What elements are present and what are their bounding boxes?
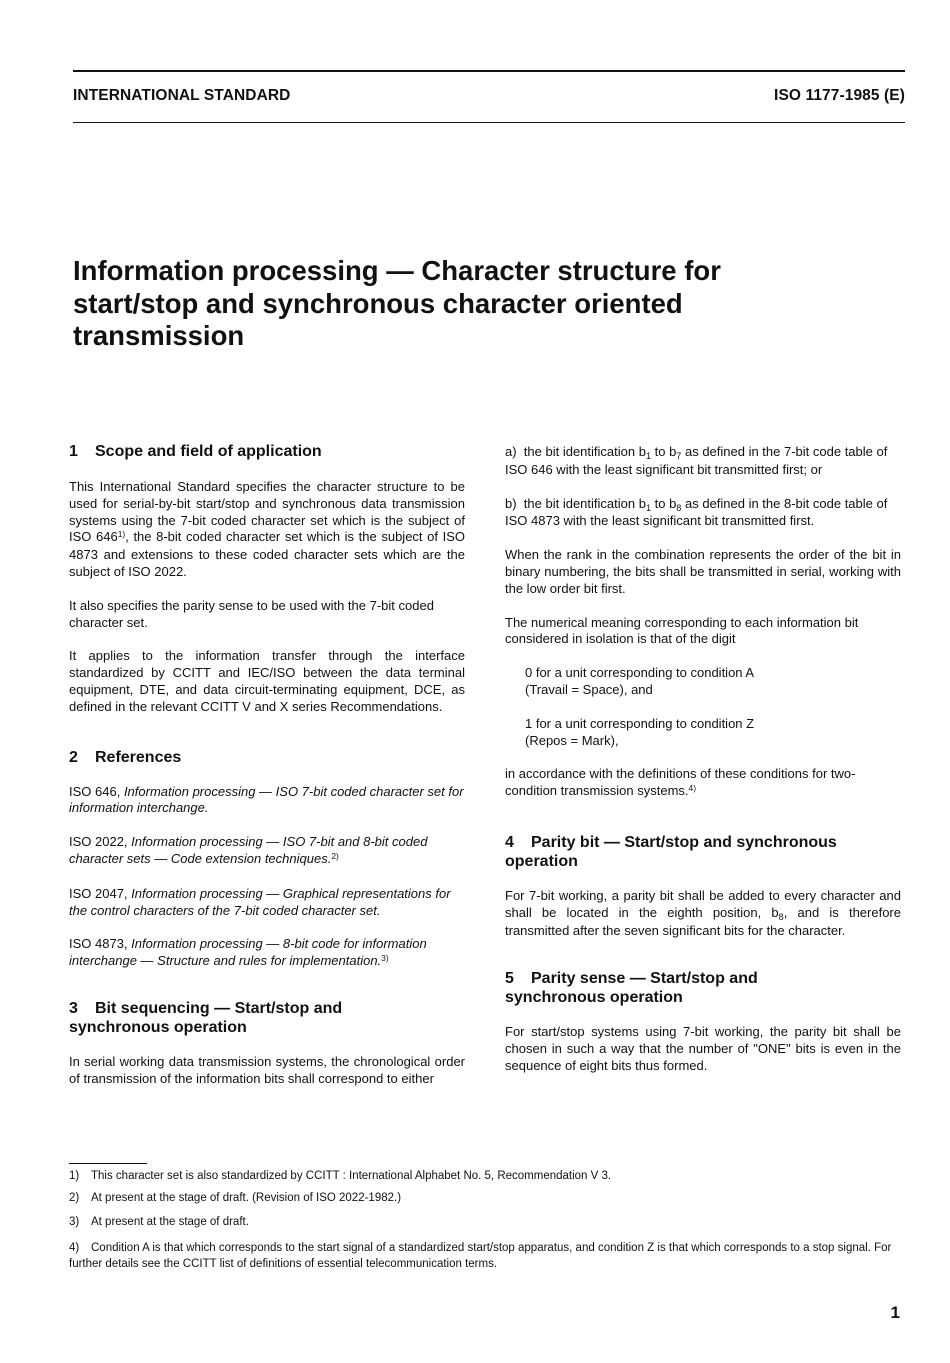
header-document-number: ISO 1177-1985 (E): [774, 87, 905, 104]
bit-order-item-a: a) the bit identification $b_1$ to $b_7$ as defined in the 7-bit code table of ISO 646 with the least significant bit transmitted first; or: [505, 444, 888, 477]
section-5-paragraph-1: For start/stop systems using 7-bit working, the parity bit shall be chosen in such a way that the number of "ONE" bits is even in the sequence of eight bits thus formed.: [505, 1024, 901, 1073]
section-3-paragraph-1: In serial working data transmission systems, the chronological order of transmission of the information bits shall correspond to either: [69, 1053, 465, 1086]
section-4-heading: 4 Parity bit — Start/stop and synchronous operation: [505, 833, 837, 870]
section-1-paragraph-1: This International Standard specifies the character structure to be used for serial-by-bit start/stop and synchronous data transmission systems using the 7-bit coded character set which is the subject of ISO 646$^{1)}$, the 8-bit coded character set which is the subject of ISO 4873 and extensions to these coded character sets which are the subject of ISO 2022.: [69, 479, 465, 579]
page-number: 1: [890, 1303, 900, 1322]
footnote-2: 2) At present at the stage of draft. (Revision of ISO 2022-1982.): [69, 1192, 402, 1204]
bit-order-item-b: b) the bit identification $b_1$ to $b_8$ as defined in the 8-bit code table of ISO 4873 with the least significant bit transmitted first.: [505, 495, 888, 529]
header-standard-label: INTERNATIONAL STANDARD: [73, 87, 291, 104]
section-5-heading: 5 Parity sense — Start/stop and synchronous operation: [505, 970, 758, 1007]
footnote-3: 3) At present at the stage of draft.: [69, 1216, 249, 1228]
section-2-heading: 2 References: [69, 748, 182, 766]
header-top-rule: [73, 70, 905, 72]
title-line-2: start/stop and synchronous character oriented: [73, 287, 683, 319]
right-column: [505, 440, 901, 1075]
footnote-1: 1) This character set is also standardized by CCITT : International Alphabet No. 5, Recommendation V 3.: [69, 1170, 612, 1182]
section-4-paragraph-1: For 7-bit working, a parity bit shall be added to every character and shall be located in the eighth position, $b_8$, and is therefore transmitted after the seven significant bits for the character.: [505, 887, 901, 938]
rank-paragraph: When the rank in the combination represents the order of the bit in binary numbering, the bits shall be transmitted in serial, working with the low order bit first.: [505, 547, 901, 596]
footnote-ref-1: 1): [117, 529, 126, 540]
numerical-meaning-paragraph: The numerical meaning corresponding to each information bit considered in isolation is that of the digit: [505, 614, 859, 647]
title-line-3: transmission: [73, 320, 245, 351]
document-title: [73, 255, 873, 353]
section-3-heading: 3 Bit sequencing — Start/stop and synchronous operation: [69, 999, 343, 1036]
reference-item: ISO 2047, Information processing — Graphical representations for the control characters of the 7-bit coded character set.: [69, 885, 451, 918]
footnote-separator: [69, 1163, 147, 1164]
footnote-ref-4: 4): [688, 782, 697, 793]
reference-item: ISO 2022, Information processing — ISO 7-bit and 8-bit coded character sets — Code extension techniques.$^{2)}$: [69, 834, 428, 866]
footnote-4: 4) Condition A is that which corresponds to the start signal of a standardized start/stop apparatus, and condition Z is that which corresponds to a stop signal. For further details see the CCITT list of definitions of essential telecommunication terms.: [69, 1242, 892, 1270]
section-1-heading: 1 Scope and field of application: [69, 443, 322, 460]
digit-one-definition: 1 for a unit corresponding to condition Z (Repos = Mark),: [525, 715, 755, 748]
section-1-paragraph-2: It also specifies the parity sense to be used with the 7-bit coded character set.: [69, 597, 434, 630]
header-bottom-rule: [73, 122, 905, 123]
accordance-paragraph: in accordance with the definitions of these conditions for two-condition transmission systems.$^{4)}$: [505, 766, 856, 799]
digit-zero-definition: 0 for a unit corresponding to condition A (Travail = Space), and: [525, 665, 755, 697]
section-1-paragraph-3: It applies to the information transfer through the interface standardized by CCITT and IEC/ISO between the data terminal equipment, DTE, and data circuit-terminating equipment, DCE, as defined in the relevant CCITT V and X series Recommendations.: [69, 648, 465, 714]
title-line-1: Information processing — Character structure for: [73, 255, 721, 286]
left-column: [69, 440, 465, 1088]
reference-item: ISO 4873, Information processing — 8-bit code for information interchange — Structure and rules for implementation.$^{3)}$: [69, 936, 427, 969]
reference-item: ISO 646, Information processing — ISO 7-bit coded character set for information interchange.: [69, 783, 464, 816]
